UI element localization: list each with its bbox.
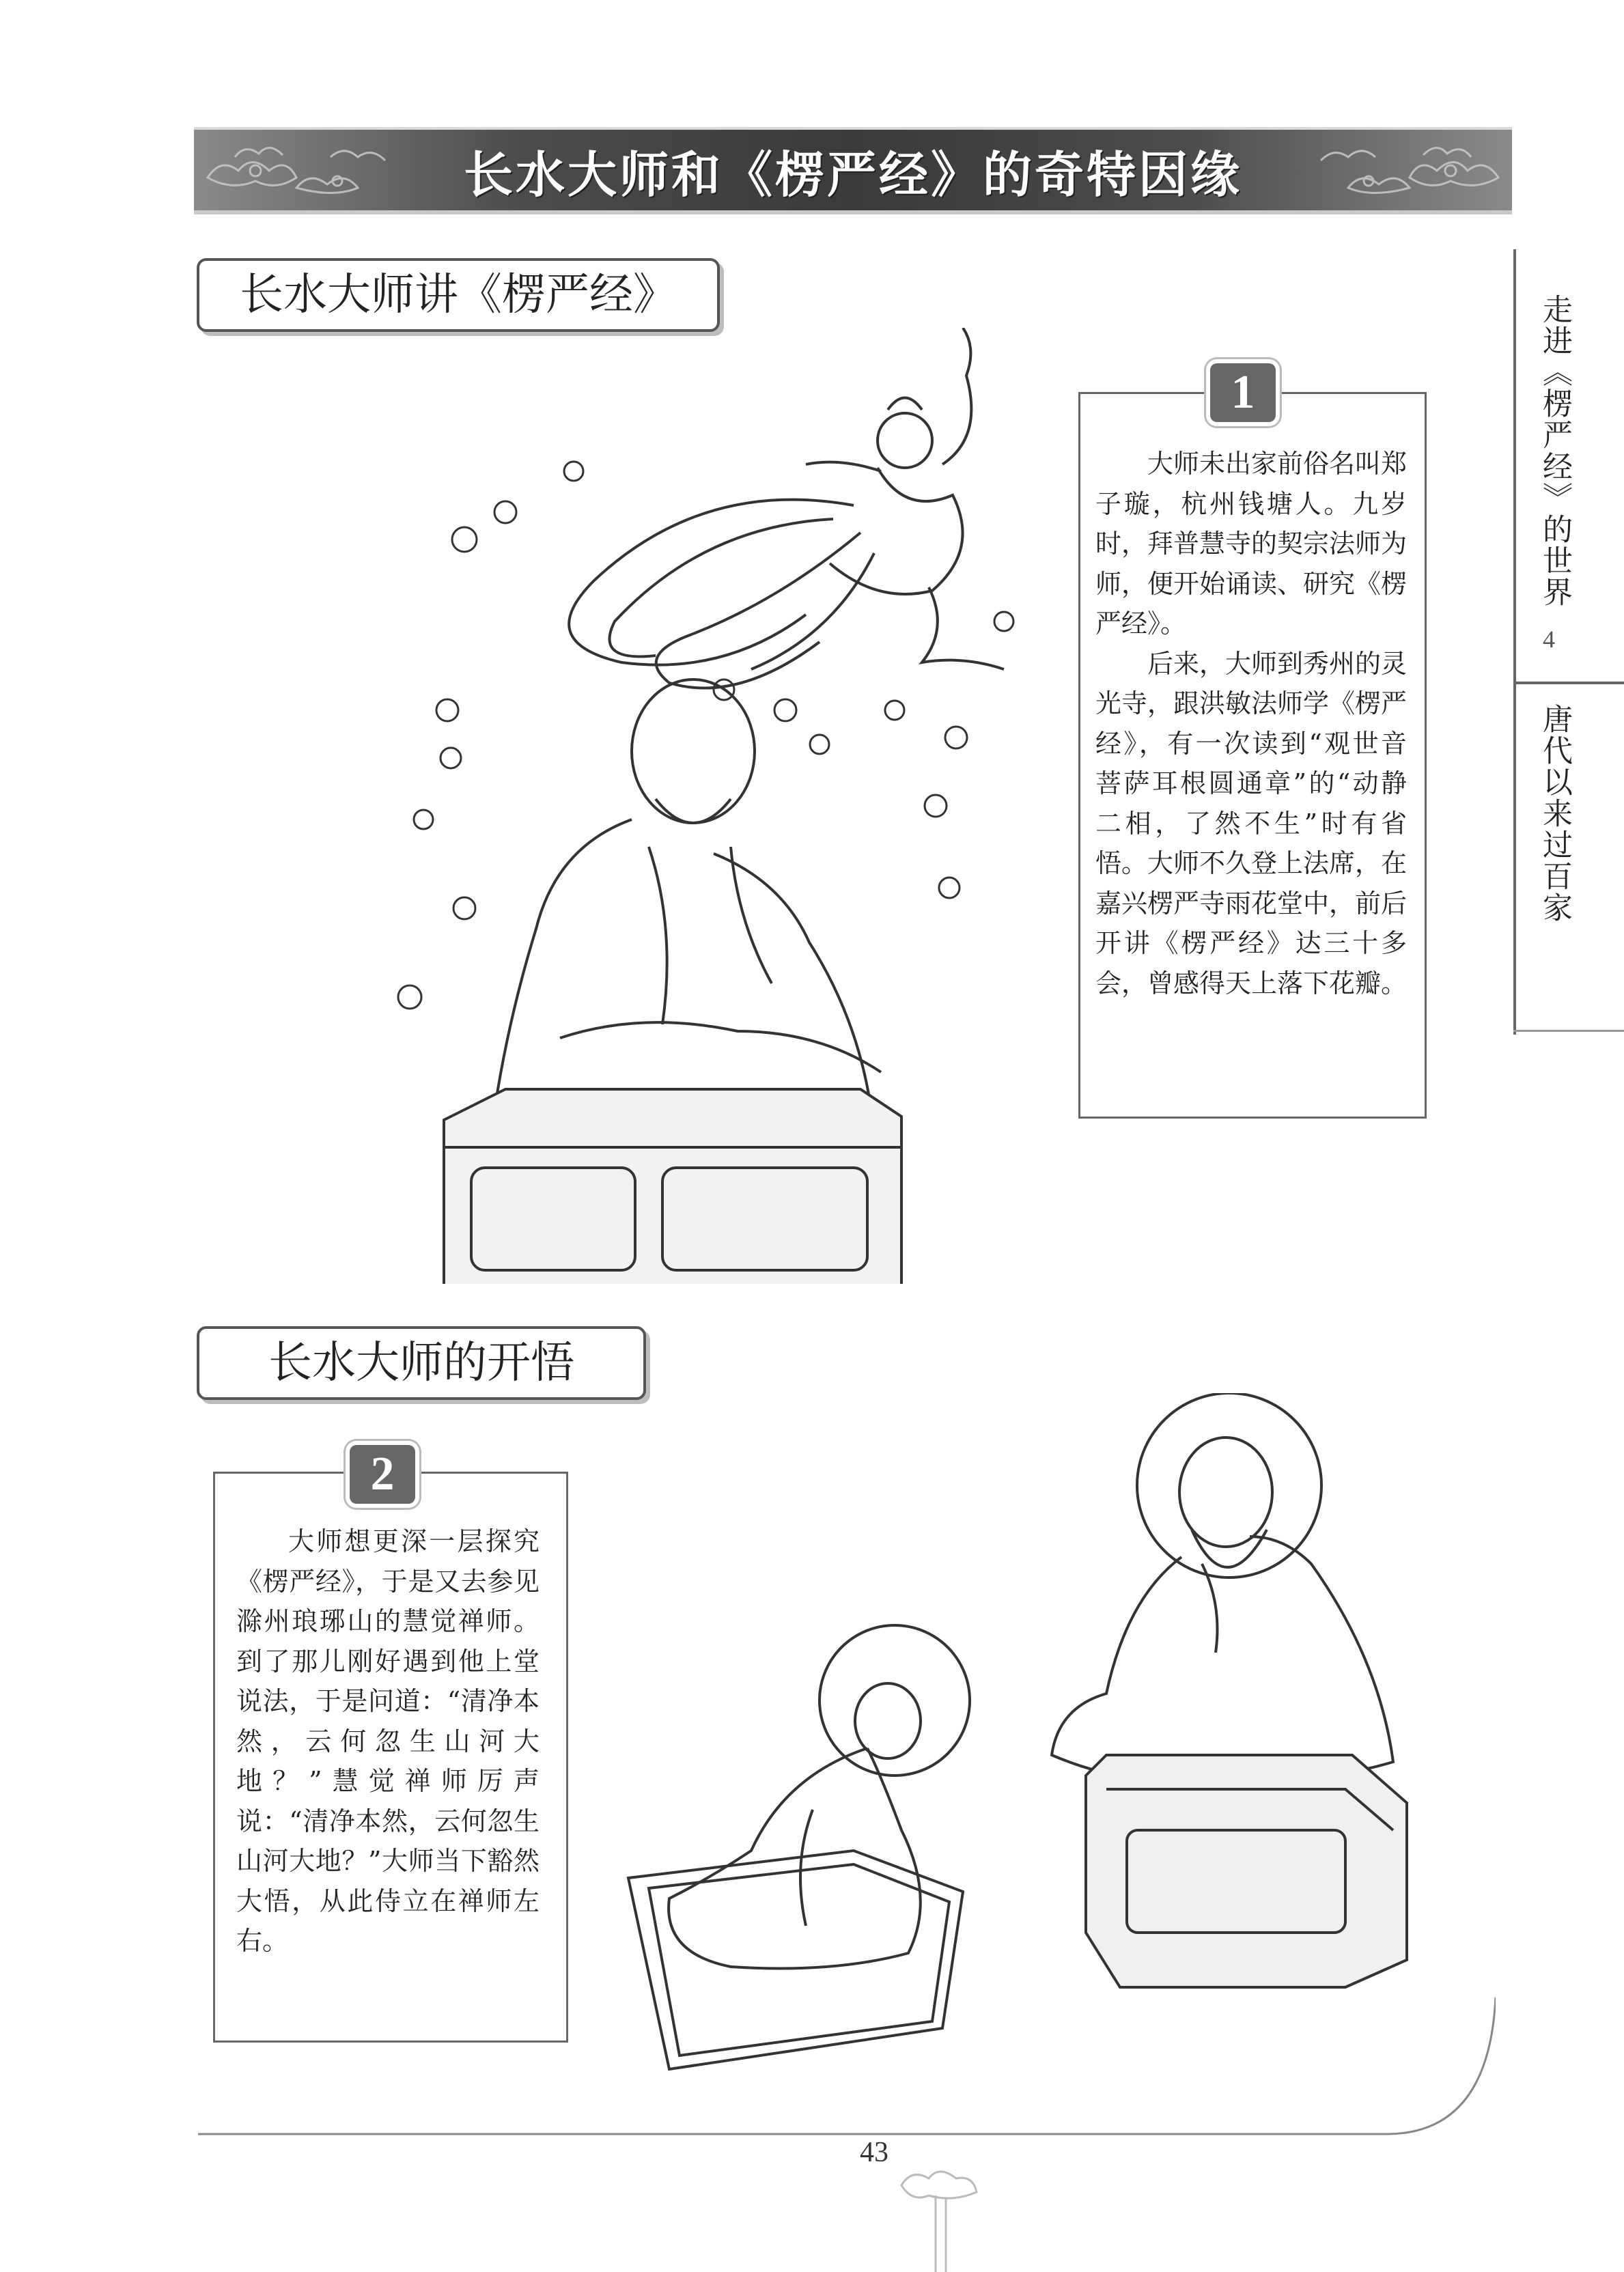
section-heading-1: 长水大师讲《楞严经》 xyxy=(197,258,720,332)
footer-rule xyxy=(198,1980,1496,2144)
section-2-body xyxy=(236,1521,540,1961)
section-1-paragraph-1: 大师未出家前俗名叫郑子璇，杭州钱塘人。九岁时，拜普慧寺的契宗法师为师，便开始诵读、研究《楞严经》。 xyxy=(1095,449,1408,639)
section-1-body xyxy=(1095,444,1407,1003)
section-number-badge-2: 2 xyxy=(350,1445,415,1504)
section-2-paragraph-1: 大师想更深一层探究《楞严经》，于是又去参见滁州琅琊山的慧觉禅师。到了那儿刚好遇到他上堂说法，于是问道：“清净本然，云何忽生山河大地？”慧觉禅师厉声说：“清净本然，云何忽生山河大地？”大师当下豁然大悟，从此侍立在禅师左右。 xyxy=(236,1526,540,1956)
side-tab-top-rule xyxy=(1513,249,1516,1035)
section-1-paragraph-2: 后来，大师到秀州的灵光寺，跟洪敏法师学《楞严经》，有一次读到“观世音菩萨耳根圆通章”的“动静二相，了然不生”时有省悟。大师不久登上法席，在嘉兴楞严寺雨花堂中，前后开讲《楞严经》达三十多会，曾感得天上落下花瓣。 xyxy=(1095,648,1408,998)
side-tab-divider xyxy=(1513,682,1624,684)
page-number: 43 xyxy=(860,2137,888,2168)
cloud-pattern-icon xyxy=(1287,130,1512,210)
section-number-badge-1: 1 xyxy=(1210,363,1276,422)
side-tab-book-title: 走进《楞严经》的世界 xyxy=(1537,294,1572,608)
illustration-master-lecturing xyxy=(382,328,1065,1284)
section-heading-2: 长水大师的开悟 xyxy=(197,1326,646,1400)
title-banner xyxy=(194,127,1512,210)
side-tab-chapter-number: 4 xyxy=(1543,626,1555,653)
side-tab-chapter-title: 唐代以来过百家 xyxy=(1537,703,1572,923)
page-title: 长水大师和《楞严经》的奇特因缘 xyxy=(463,146,1242,204)
side-tab-bottom-rule xyxy=(1513,1030,1624,1032)
cloud-ornament-icon xyxy=(888,2158,990,2272)
